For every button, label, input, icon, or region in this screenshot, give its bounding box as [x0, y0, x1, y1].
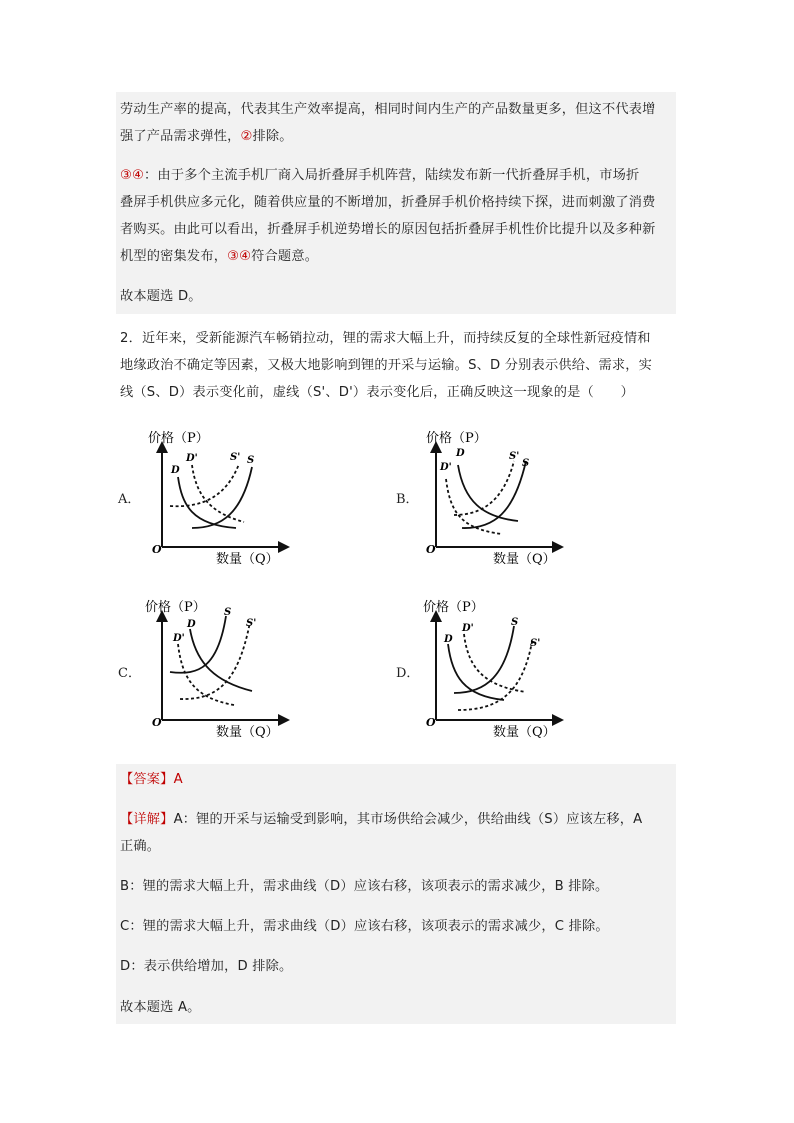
detail-tag: 【详解】: [120, 812, 174, 827]
option-label-a: A．: [118, 492, 141, 507]
curve-label-d-prime: D': [186, 453, 198, 464]
curve-label-s-prime: S': [530, 638, 541, 649]
detail-line: 正确。: [120, 839, 161, 854]
text: 强了产品需求弹性，: [120, 129, 241, 144]
x-axis-label: 数量（Q）: [216, 725, 279, 740]
option-label-c: C．: [118, 666, 141, 681]
explanation-line: [120, 245, 318, 264]
y-axis-label: 价格（P）: [426, 431, 487, 446]
graph-a: [140, 425, 310, 575]
curve-label-d: D: [187, 619, 196, 630]
y-axis-label: 价格（P）: [423, 600, 484, 615]
text: 符合题意。: [251, 249, 319, 264]
text: A：锂的开采与运输受到影响，其市场供给会减少，供给曲线（S）应该左移，A: [173, 812, 643, 827]
option-label-b: B．: [396, 492, 419, 507]
origin-label: O: [426, 543, 436, 556]
origin-label: O: [426, 716, 436, 729]
curve-label-s-prime: S': [509, 451, 520, 462]
text: ：由于多个主流手机厂商入局折叠屏手机阵营，陆续发布新一代折叠屏手机，市场折: [144, 168, 640, 183]
answer-block: [116, 764, 676, 1024]
demand-curve: [448, 644, 504, 700]
curve-label-s: S: [511, 617, 519, 628]
explanation-line: 者购买。由此可以看出，折叠屏手机逆势增长的原因包括折叠屏手机性价比提升以及多种新: [120, 222, 656, 237]
detail-line: B：锂的需求大幅上升，需求曲线（D）应该右移，该项表示的需求减少，B 排除。: [120, 879, 609, 894]
explanation-line: [120, 164, 639, 183]
demand-curve: [458, 465, 518, 521]
curve-label-d-prime: D': [462, 623, 474, 634]
curve-label-d: D: [171, 465, 180, 476]
answer-line: [120, 768, 183, 787]
question-line: 2．近年来，受新能源汽车畅销拉动，锂的需求大幅上升，而持续反复的全球性新冠疫情和: [120, 331, 651, 346]
curve-label-s: S: [224, 607, 232, 618]
answer-value: A: [173, 772, 183, 787]
origin-label: O: [152, 543, 162, 556]
explanation-line: 劳动生产率的提高，代表其生产效率提高，相同时间内生产的产品数量更多，但这不代表增: [120, 102, 656, 117]
option-marker: ②: [240, 129, 253, 144]
question-line: 地缘政治不确定等因素，又极大地影响到锂的开采与运输。S、D 分别表示供给、需求，实: [120, 358, 653, 373]
x-axis-label: 数量（Q）: [493, 552, 556, 567]
y-axis-label: 价格（P）: [148, 431, 209, 446]
detail-line: D：表示供给增加，D 排除。: [120, 959, 293, 974]
origin-label: O: [152, 716, 162, 729]
demand-curve-new: [178, 644, 234, 705]
demand-curve-new: [446, 479, 502, 534]
detail-line: C：锂的需求大幅上升，需求曲线（D）应该右移，该项表示的需求减少，C 排除。: [120, 919, 609, 934]
supply-curve-new: [454, 461, 514, 515]
conclusion: 故本题选 A。: [120, 1000, 201, 1015]
option-marker: ③④: [227, 249, 252, 264]
conclusion: 故本题选 D。: [120, 289, 202, 304]
curve-label-s: S: [247, 455, 255, 466]
explanation-line: [120, 125, 293, 144]
x-axis-label: 数量（Q）: [216, 552, 279, 567]
option-label-d: D．: [396, 666, 420, 681]
curve-label-d-prime: D': [440, 462, 452, 473]
curve-label-d: D: [456, 448, 465, 459]
y-axis-label: 价格（P）: [145, 600, 206, 615]
curve-label-d: D: [444, 634, 453, 645]
explanation-line: 叠屏手机供应多元化，随着供应量的不断增加，折叠屏手机价格持续下探，进而刺激了消费: [120, 195, 656, 210]
option-marker: ③④: [120, 168, 145, 183]
question-line: 线（S、D）表示变化前，虚线（S'、D'）表示变化后，正确反映这一现象的是（ ）: [120, 385, 635, 400]
graph-d: [418, 596, 588, 746]
graph-c: [140, 596, 310, 746]
curve-label-s-prime: S': [246, 618, 257, 629]
x-axis-label: 数量（Q）: [493, 725, 556, 740]
text: 机型的密集发布，: [120, 249, 228, 264]
curve-label-d-prime: D': [173, 633, 185, 644]
curve-label-s-prime: S': [230, 452, 241, 463]
detail-line: [120, 808, 642, 827]
answer-tag: 【答案】: [120, 772, 174, 787]
curve-label-s: S: [522, 458, 530, 469]
supply-curve: [462, 461, 526, 528]
graph-b: [418, 425, 588, 575]
text: 排除。: [252, 129, 293, 144]
